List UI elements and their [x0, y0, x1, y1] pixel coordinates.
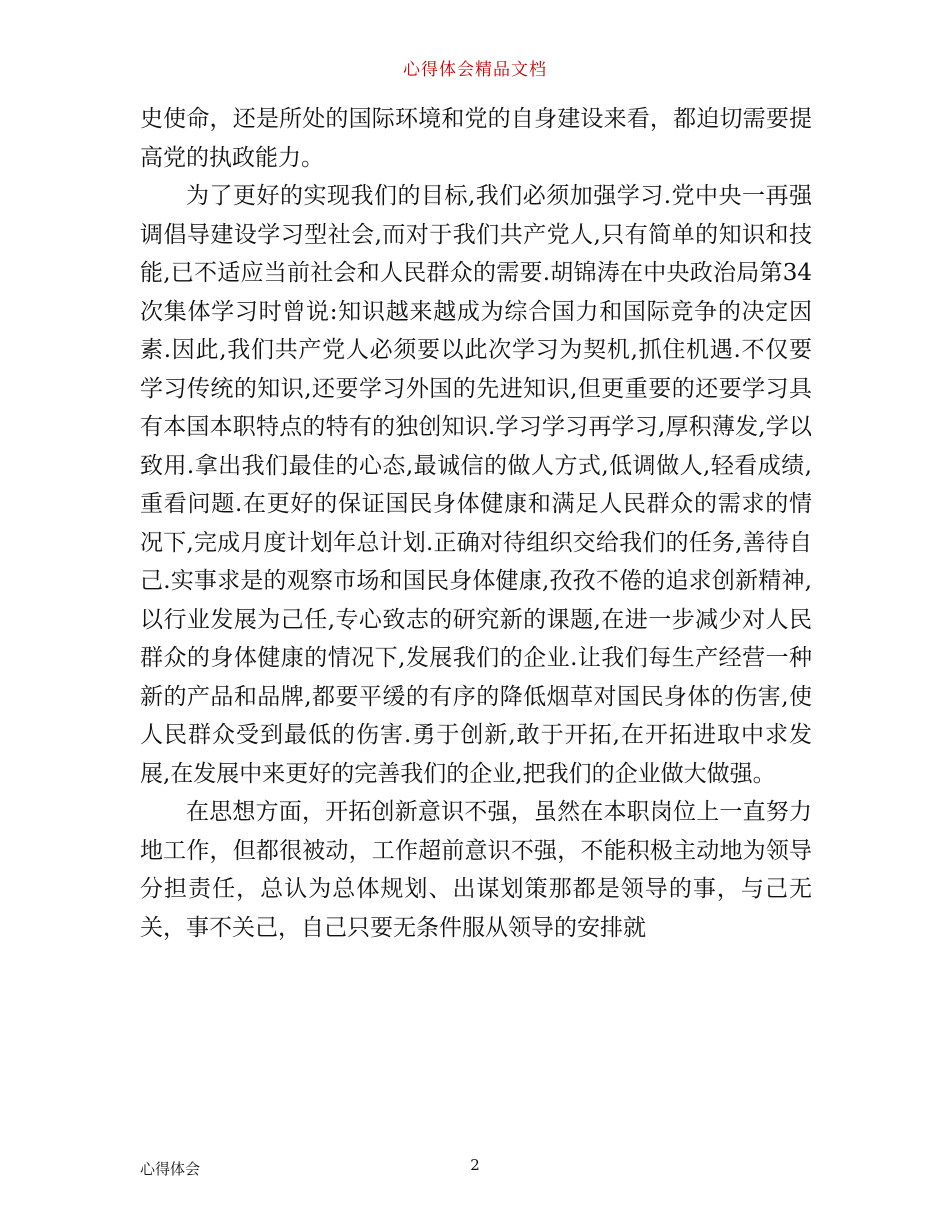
document-body — [140, 100, 812, 947]
paragraph-1: 史使命，还是所处的国际环境和党的自身建设来看，都迫切需要提高党的执政能力。 — [140, 106, 812, 171]
page-header-title: 心得体会精品文档 — [403, 60, 547, 80]
footer-label: 心得体会 — [140, 1160, 201, 1178]
paragraph-2: 为了更好的实现我们的目标,我们必须加强学习.党中央一再强调倡导建设学习型社会,而对于我们共产党人,只有简单的知识和技能,已不适应当前社会和人民群众的需要.胡锦涛在中央政治局第34次集体学习时曾说:知识越来越成为综合国力和国际竞争的决定因素.因此,我们共产党人必须要以此次学习为契机,抓住机遇.不仅要学习传统的知识,还要学习外国的先进知识,但更重要的还要学习具有本国本职特点的特有的独创知识.学习学习再学习,厚积薄发,学以致用.拿出我们最佳的心态,最诚信的做人方式,低调做人,轻看成绩,重看问题.在更好的保证国民身体健康和满足人民群众的需求的情况下,完成月度计划年总计划.正确对待组织交给我们的任务,善待自己.实事求是的观察市场和国民身体健康,孜孜不倦的追求创新精神,以行业发展为己任,专心致志的研究新的课题,在进一步减少对人民群众的身体健康的情况下,发展我们的企业.让我们每生产经营一种新的产品和品牌,都要平缓的有序的降低烟草对国民身体的伤害,使人民群众受到最低的伤害.勇于创新,敢于开拓,在开拓进取中求发展,在发展中来更好的完善我们的企业,把我们的企业做大做强。 — [140, 183, 812, 787]
page-number: 2 — [470, 1156, 480, 1174]
paragraph-3: 在思想方面，开拓创新意识不强，虽然在本职岗位上一直努力地工作，但都很被动，工作超前意识不强，不能积极主动地为领导分担责任，总认为总体规划、出谋划策那都是领导的事，与己无关，事不关己，自己只要无条件服从领导的安排就 — [140, 799, 812, 941]
